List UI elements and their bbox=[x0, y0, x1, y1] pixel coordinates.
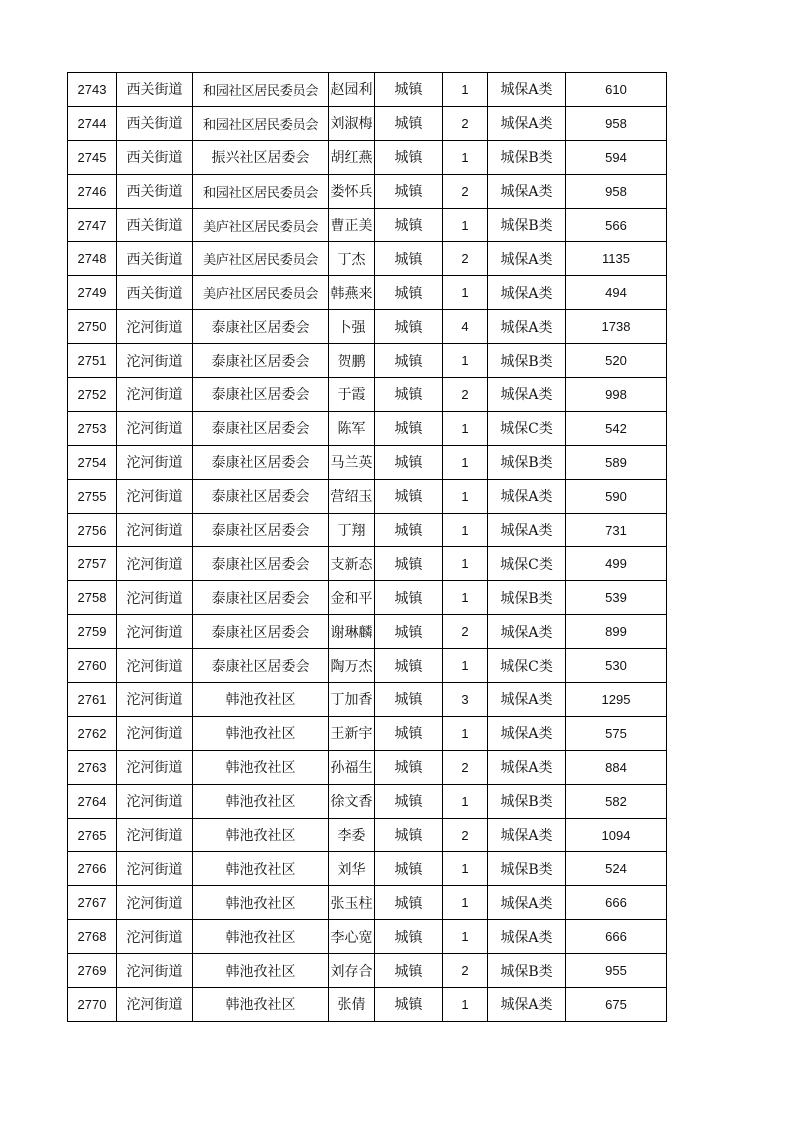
person-name-cell: 贺鹏 bbox=[329, 344, 375, 378]
street-cell: 沱河街道 bbox=[117, 344, 193, 378]
community-cell: 泰康社区居委会 bbox=[193, 479, 329, 513]
household-type-cell: 城镇 bbox=[375, 479, 443, 513]
assistance-category-cell: 城保B类 bbox=[488, 445, 566, 479]
table-row bbox=[68, 784, 667, 818]
household-type-cell: 城镇 bbox=[375, 344, 443, 378]
member-count-cell: 1 bbox=[443, 547, 488, 581]
household-type-cell: 城镇 bbox=[375, 649, 443, 683]
amount-cell: 575 bbox=[566, 716, 667, 750]
community-cell: 美庐社区居民委员会 bbox=[193, 208, 329, 242]
assistance-category-cell: 城保A类 bbox=[488, 615, 566, 649]
table-row bbox=[68, 818, 667, 852]
member-count-cell: 1 bbox=[443, 208, 488, 242]
household-type-cell: 城镇 bbox=[375, 411, 443, 445]
amount-cell: 1738 bbox=[566, 310, 667, 344]
person-name-cell: 曹正美 bbox=[329, 208, 375, 242]
street-cell: 沱河街道 bbox=[117, 920, 193, 954]
community-cell: 泰康社区居委会 bbox=[193, 344, 329, 378]
household-type-cell: 城镇 bbox=[375, 73, 443, 107]
street-cell: 沱河街道 bbox=[117, 479, 193, 513]
household-type-cell: 城镇 bbox=[375, 581, 443, 615]
amount-cell: 566 bbox=[566, 208, 667, 242]
member-count-cell: 1 bbox=[443, 886, 488, 920]
street-cell: 沱河街道 bbox=[117, 683, 193, 717]
community-cell: 美庐社区居民委员会 bbox=[193, 242, 329, 276]
table-row bbox=[68, 716, 667, 750]
person-name-cell: 刘淑梅 bbox=[329, 106, 375, 140]
row-number-cell: 2758 bbox=[68, 581, 117, 615]
community-cell: 泰康社区居委会 bbox=[193, 310, 329, 344]
amount-cell: 542 bbox=[566, 411, 667, 445]
household-type-cell: 城镇 bbox=[375, 615, 443, 649]
assistance-category-cell: 城保A类 bbox=[488, 73, 566, 107]
community-cell: 泰康社区居委会 bbox=[193, 581, 329, 615]
member-count-cell: 1 bbox=[443, 445, 488, 479]
row-number-cell: 2755 bbox=[68, 479, 117, 513]
street-cell: 沱河街道 bbox=[117, 445, 193, 479]
row-number-cell: 2759 bbox=[68, 615, 117, 649]
amount-cell: 675 bbox=[566, 988, 667, 1022]
amount-cell: 731 bbox=[566, 513, 667, 547]
street-cell: 沱河街道 bbox=[117, 547, 193, 581]
household-type-cell: 城镇 bbox=[375, 988, 443, 1022]
member-count-cell: 1 bbox=[443, 920, 488, 954]
member-count-cell: 2 bbox=[443, 750, 488, 784]
table-row bbox=[68, 73, 667, 107]
amount-cell: 589 bbox=[566, 445, 667, 479]
row-number-cell: 2753 bbox=[68, 411, 117, 445]
table-row bbox=[68, 479, 667, 513]
community-cell: 泰康社区居委会 bbox=[193, 615, 329, 649]
assistance-category-cell: 城保A类 bbox=[488, 750, 566, 784]
row-number-cell: 2749 bbox=[68, 276, 117, 310]
amount-cell: 524 bbox=[566, 852, 667, 886]
amount-cell: 610 bbox=[566, 73, 667, 107]
community-cell: 泰康社区居委会 bbox=[193, 411, 329, 445]
street-cell: 沱河街道 bbox=[117, 581, 193, 615]
person-name-cell: 陶万杰 bbox=[329, 649, 375, 683]
person-name-cell: 孙福生 bbox=[329, 750, 375, 784]
amount-cell: 520 bbox=[566, 344, 667, 378]
community-cell: 韩池孜社区 bbox=[193, 954, 329, 988]
household-type-cell: 城镇 bbox=[375, 174, 443, 208]
assistance-category-cell: 城保A类 bbox=[488, 988, 566, 1022]
member-count-cell: 2 bbox=[443, 615, 488, 649]
street-cell: 沱河街道 bbox=[117, 954, 193, 988]
member-count-cell: 3 bbox=[443, 683, 488, 717]
community-cell: 和园社区居民委员会 bbox=[193, 174, 329, 208]
amount-cell: 666 bbox=[566, 920, 667, 954]
row-number-cell: 2763 bbox=[68, 750, 117, 784]
member-count-cell: 2 bbox=[443, 174, 488, 208]
household-type-cell: 城镇 bbox=[375, 920, 443, 954]
row-number-cell: 2752 bbox=[68, 378, 117, 412]
household-type-cell: 城镇 bbox=[375, 784, 443, 818]
community-cell: 泰康社区居委会 bbox=[193, 378, 329, 412]
row-number-cell: 2747 bbox=[68, 208, 117, 242]
table-row bbox=[68, 174, 667, 208]
table-row bbox=[68, 310, 667, 344]
person-name-cell: 谢琳麟 bbox=[329, 615, 375, 649]
street-cell: 沱河街道 bbox=[117, 988, 193, 1022]
assistance-category-cell: 城保A类 bbox=[488, 242, 566, 276]
household-type-cell: 城镇 bbox=[375, 547, 443, 581]
assistance-category-cell: 城保A类 bbox=[488, 310, 566, 344]
amount-cell: 539 bbox=[566, 581, 667, 615]
household-type-cell: 城镇 bbox=[375, 208, 443, 242]
row-number-cell: 2765 bbox=[68, 818, 117, 852]
table-row bbox=[68, 886, 667, 920]
member-count-cell: 2 bbox=[443, 106, 488, 140]
member-count-cell: 1 bbox=[443, 581, 488, 615]
person-name-cell: 韩燕来 bbox=[329, 276, 375, 310]
household-type-cell: 城镇 bbox=[375, 513, 443, 547]
person-name-cell: 陈军 bbox=[329, 411, 375, 445]
community-cell: 韩池孜社区 bbox=[193, 852, 329, 886]
street-cell: 西关街道 bbox=[117, 140, 193, 174]
row-number-cell: 2767 bbox=[68, 886, 117, 920]
table-row bbox=[68, 208, 667, 242]
amount-cell: 666 bbox=[566, 886, 667, 920]
member-count-cell: 1 bbox=[443, 513, 488, 547]
row-number-cell: 2743 bbox=[68, 73, 117, 107]
amount-cell: 1094 bbox=[566, 818, 667, 852]
community-cell: 泰康社区居委会 bbox=[193, 649, 329, 683]
table-row bbox=[68, 140, 667, 174]
amount-cell: 1295 bbox=[566, 683, 667, 717]
household-type-cell: 城镇 bbox=[375, 818, 443, 852]
person-name-cell: 丁加香 bbox=[329, 683, 375, 717]
community-cell: 美庐社区居民委员会 bbox=[193, 276, 329, 310]
street-cell: 沱河街道 bbox=[117, 649, 193, 683]
person-name-cell: 李心宽 bbox=[329, 920, 375, 954]
street-cell: 沱河街道 bbox=[117, 818, 193, 852]
row-number-cell: 2746 bbox=[68, 174, 117, 208]
person-name-cell: 丁杰 bbox=[329, 242, 375, 276]
member-count-cell: 1 bbox=[443, 852, 488, 886]
household-type-cell: 城镇 bbox=[375, 954, 443, 988]
assistance-category-cell: 城保A类 bbox=[488, 106, 566, 140]
row-number-cell: 2769 bbox=[68, 954, 117, 988]
table-row bbox=[68, 954, 667, 988]
community-cell: 韩池孜社区 bbox=[193, 886, 329, 920]
street-cell: 沱河街道 bbox=[117, 378, 193, 412]
table-row bbox=[68, 513, 667, 547]
table-row bbox=[68, 276, 667, 310]
person-name-cell: 卜强 bbox=[329, 310, 375, 344]
person-name-cell: 张玉柱 bbox=[329, 886, 375, 920]
person-name-cell: 支新态 bbox=[329, 547, 375, 581]
row-number-cell: 2751 bbox=[68, 344, 117, 378]
assistance-category-cell: 城保C类 bbox=[488, 411, 566, 445]
assistance-category-cell: 城保B类 bbox=[488, 344, 566, 378]
table-row bbox=[68, 920, 667, 954]
row-number-cell: 2754 bbox=[68, 445, 117, 479]
street-cell: 沱河街道 bbox=[117, 310, 193, 344]
household-type-cell: 城镇 bbox=[375, 683, 443, 717]
assistance-category-cell: 城保B类 bbox=[488, 140, 566, 174]
community-cell: 振兴社区居委会 bbox=[193, 140, 329, 174]
person-name-cell: 刘存合 bbox=[329, 954, 375, 988]
community-cell: 和园社区居民委员会 bbox=[193, 73, 329, 107]
person-name-cell: 马兰英 bbox=[329, 445, 375, 479]
household-type-cell: 城镇 bbox=[375, 886, 443, 920]
table-row bbox=[68, 411, 667, 445]
member-count-cell: 1 bbox=[443, 140, 488, 174]
community-cell: 韩池孜社区 bbox=[193, 750, 329, 784]
street-cell: 沱河街道 bbox=[117, 411, 193, 445]
row-number-cell: 2766 bbox=[68, 852, 117, 886]
street-cell: 西关街道 bbox=[117, 242, 193, 276]
member-count-cell: 1 bbox=[443, 649, 488, 683]
person-name-cell: 金和平 bbox=[329, 581, 375, 615]
row-number-cell: 2762 bbox=[68, 716, 117, 750]
member-count-cell: 2 bbox=[443, 954, 488, 988]
street-cell: 西关街道 bbox=[117, 106, 193, 140]
amount-cell: 582 bbox=[566, 784, 667, 818]
person-name-cell: 刘华 bbox=[329, 852, 375, 886]
community-cell: 泰康社区居委会 bbox=[193, 513, 329, 547]
community-cell: 韩池孜社区 bbox=[193, 784, 329, 818]
amount-cell: 594 bbox=[566, 140, 667, 174]
assistance-category-cell: 城保A类 bbox=[488, 479, 566, 513]
household-type-cell: 城镇 bbox=[375, 750, 443, 784]
household-type-cell: 城镇 bbox=[375, 716, 443, 750]
roster-body bbox=[68, 73, 667, 1022]
assistance-category-cell: 城保B类 bbox=[488, 581, 566, 615]
assistance-category-cell: 城保B类 bbox=[488, 954, 566, 988]
row-number-cell: 2750 bbox=[68, 310, 117, 344]
community-cell: 韩池孜社区 bbox=[193, 818, 329, 852]
community-cell: 韩池孜社区 bbox=[193, 988, 329, 1022]
street-cell: 沱河街道 bbox=[117, 886, 193, 920]
table-row bbox=[68, 547, 667, 581]
row-number-cell: 2768 bbox=[68, 920, 117, 954]
person-name-cell: 营绍玉 bbox=[329, 479, 375, 513]
member-count-cell: 4 bbox=[443, 310, 488, 344]
member-count-cell: 1 bbox=[443, 276, 488, 310]
row-number-cell: 2744 bbox=[68, 106, 117, 140]
row-number-cell: 2745 bbox=[68, 140, 117, 174]
member-count-cell: 2 bbox=[443, 818, 488, 852]
household-type-cell: 城镇 bbox=[375, 106, 443, 140]
row-number-cell: 2761 bbox=[68, 683, 117, 717]
person-name-cell: 徐文香 bbox=[329, 784, 375, 818]
table-row bbox=[68, 852, 667, 886]
amount-cell: 1135 bbox=[566, 242, 667, 276]
assistance-category-cell: 城保A类 bbox=[488, 174, 566, 208]
member-count-cell: 1 bbox=[443, 784, 488, 818]
assistance-category-cell: 城保B类 bbox=[488, 852, 566, 886]
person-name-cell: 张倩 bbox=[329, 988, 375, 1022]
assistance-category-cell: 城保B类 bbox=[488, 208, 566, 242]
assistance-category-cell: 城保A类 bbox=[488, 378, 566, 412]
subsidy-roster-table bbox=[67, 72, 667, 1022]
table-row bbox=[68, 750, 667, 784]
amount-cell: 590 bbox=[566, 479, 667, 513]
assistance-category-cell: 城保A类 bbox=[488, 276, 566, 310]
member-count-cell: 2 bbox=[443, 378, 488, 412]
amount-cell: 884 bbox=[566, 750, 667, 784]
person-name-cell: 李委 bbox=[329, 818, 375, 852]
table-row bbox=[68, 344, 667, 378]
assistance-category-cell: 城保A类 bbox=[488, 683, 566, 717]
street-cell: 西关街道 bbox=[117, 73, 193, 107]
amount-cell: 958 bbox=[566, 174, 667, 208]
street-cell: 西关街道 bbox=[117, 208, 193, 242]
household-type-cell: 城镇 bbox=[375, 378, 443, 412]
community-cell: 和园社区居民委员会 bbox=[193, 106, 329, 140]
household-type-cell: 城镇 bbox=[375, 445, 443, 479]
row-number-cell: 2764 bbox=[68, 784, 117, 818]
assistance-category-cell: 城保A类 bbox=[488, 513, 566, 547]
community-cell: 韩池孜社区 bbox=[193, 920, 329, 954]
assistance-category-cell: 城保C类 bbox=[488, 547, 566, 581]
person-name-cell: 丁翔 bbox=[329, 513, 375, 547]
member-count-cell: 1 bbox=[443, 479, 488, 513]
amount-cell: 955 bbox=[566, 954, 667, 988]
amount-cell: 499 bbox=[566, 547, 667, 581]
household-type-cell: 城镇 bbox=[375, 276, 443, 310]
assistance-category-cell: 城保C类 bbox=[488, 649, 566, 683]
assistance-category-cell: 城保A类 bbox=[488, 886, 566, 920]
person-name-cell: 于霞 bbox=[329, 378, 375, 412]
street-cell: 西关街道 bbox=[117, 276, 193, 310]
member-count-cell: 2 bbox=[443, 242, 488, 276]
amount-cell: 998 bbox=[566, 378, 667, 412]
row-number-cell: 2756 bbox=[68, 513, 117, 547]
street-cell: 西关街道 bbox=[117, 174, 193, 208]
table-row bbox=[68, 106, 667, 140]
community-cell: 韩池孜社区 bbox=[193, 716, 329, 750]
community-cell: 泰康社区居委会 bbox=[193, 445, 329, 479]
street-cell: 沱河街道 bbox=[117, 852, 193, 886]
household-type-cell: 城镇 bbox=[375, 242, 443, 276]
row-number-cell: 2757 bbox=[68, 547, 117, 581]
street-cell: 沱河街道 bbox=[117, 615, 193, 649]
assistance-category-cell: 城保A类 bbox=[488, 716, 566, 750]
person-name-cell: 胡红燕 bbox=[329, 140, 375, 174]
street-cell: 沱河街道 bbox=[117, 784, 193, 818]
community-cell: 韩池孜社区 bbox=[193, 683, 329, 717]
assistance-category-cell: 城保A类 bbox=[488, 818, 566, 852]
member-count-cell: 1 bbox=[443, 73, 488, 107]
member-count-cell: 1 bbox=[443, 716, 488, 750]
row-number-cell: 2760 bbox=[68, 649, 117, 683]
street-cell: 沱河街道 bbox=[117, 750, 193, 784]
person-name-cell: 赵园利 bbox=[329, 73, 375, 107]
table-row bbox=[68, 445, 667, 479]
row-number-cell: 2770 bbox=[68, 988, 117, 1022]
amount-cell: 530 bbox=[566, 649, 667, 683]
household-type-cell: 城镇 bbox=[375, 310, 443, 344]
member-count-cell: 1 bbox=[443, 411, 488, 445]
table-row bbox=[68, 242, 667, 276]
member-count-cell: 1 bbox=[443, 344, 488, 378]
table-row bbox=[68, 649, 667, 683]
person-name-cell: 娄怀兵 bbox=[329, 174, 375, 208]
table-row bbox=[68, 378, 667, 412]
amount-cell: 899 bbox=[566, 615, 667, 649]
row-number-cell: 2748 bbox=[68, 242, 117, 276]
household-type-cell: 城镇 bbox=[375, 852, 443, 886]
table-row bbox=[68, 683, 667, 717]
street-cell: 沱河街道 bbox=[117, 513, 193, 547]
table-row bbox=[68, 988, 667, 1022]
community-cell: 泰康社区居委会 bbox=[193, 547, 329, 581]
member-count-cell: 1 bbox=[443, 988, 488, 1022]
table-row bbox=[68, 615, 667, 649]
table-row bbox=[68, 581, 667, 615]
assistance-category-cell: 城保B类 bbox=[488, 784, 566, 818]
assistance-category-cell: 城保A类 bbox=[488, 920, 566, 954]
household-type-cell: 城镇 bbox=[375, 140, 443, 174]
person-name-cell: 王新宇 bbox=[329, 716, 375, 750]
amount-cell: 958 bbox=[566, 106, 667, 140]
street-cell: 沱河街道 bbox=[117, 716, 193, 750]
amount-cell: 494 bbox=[566, 276, 667, 310]
